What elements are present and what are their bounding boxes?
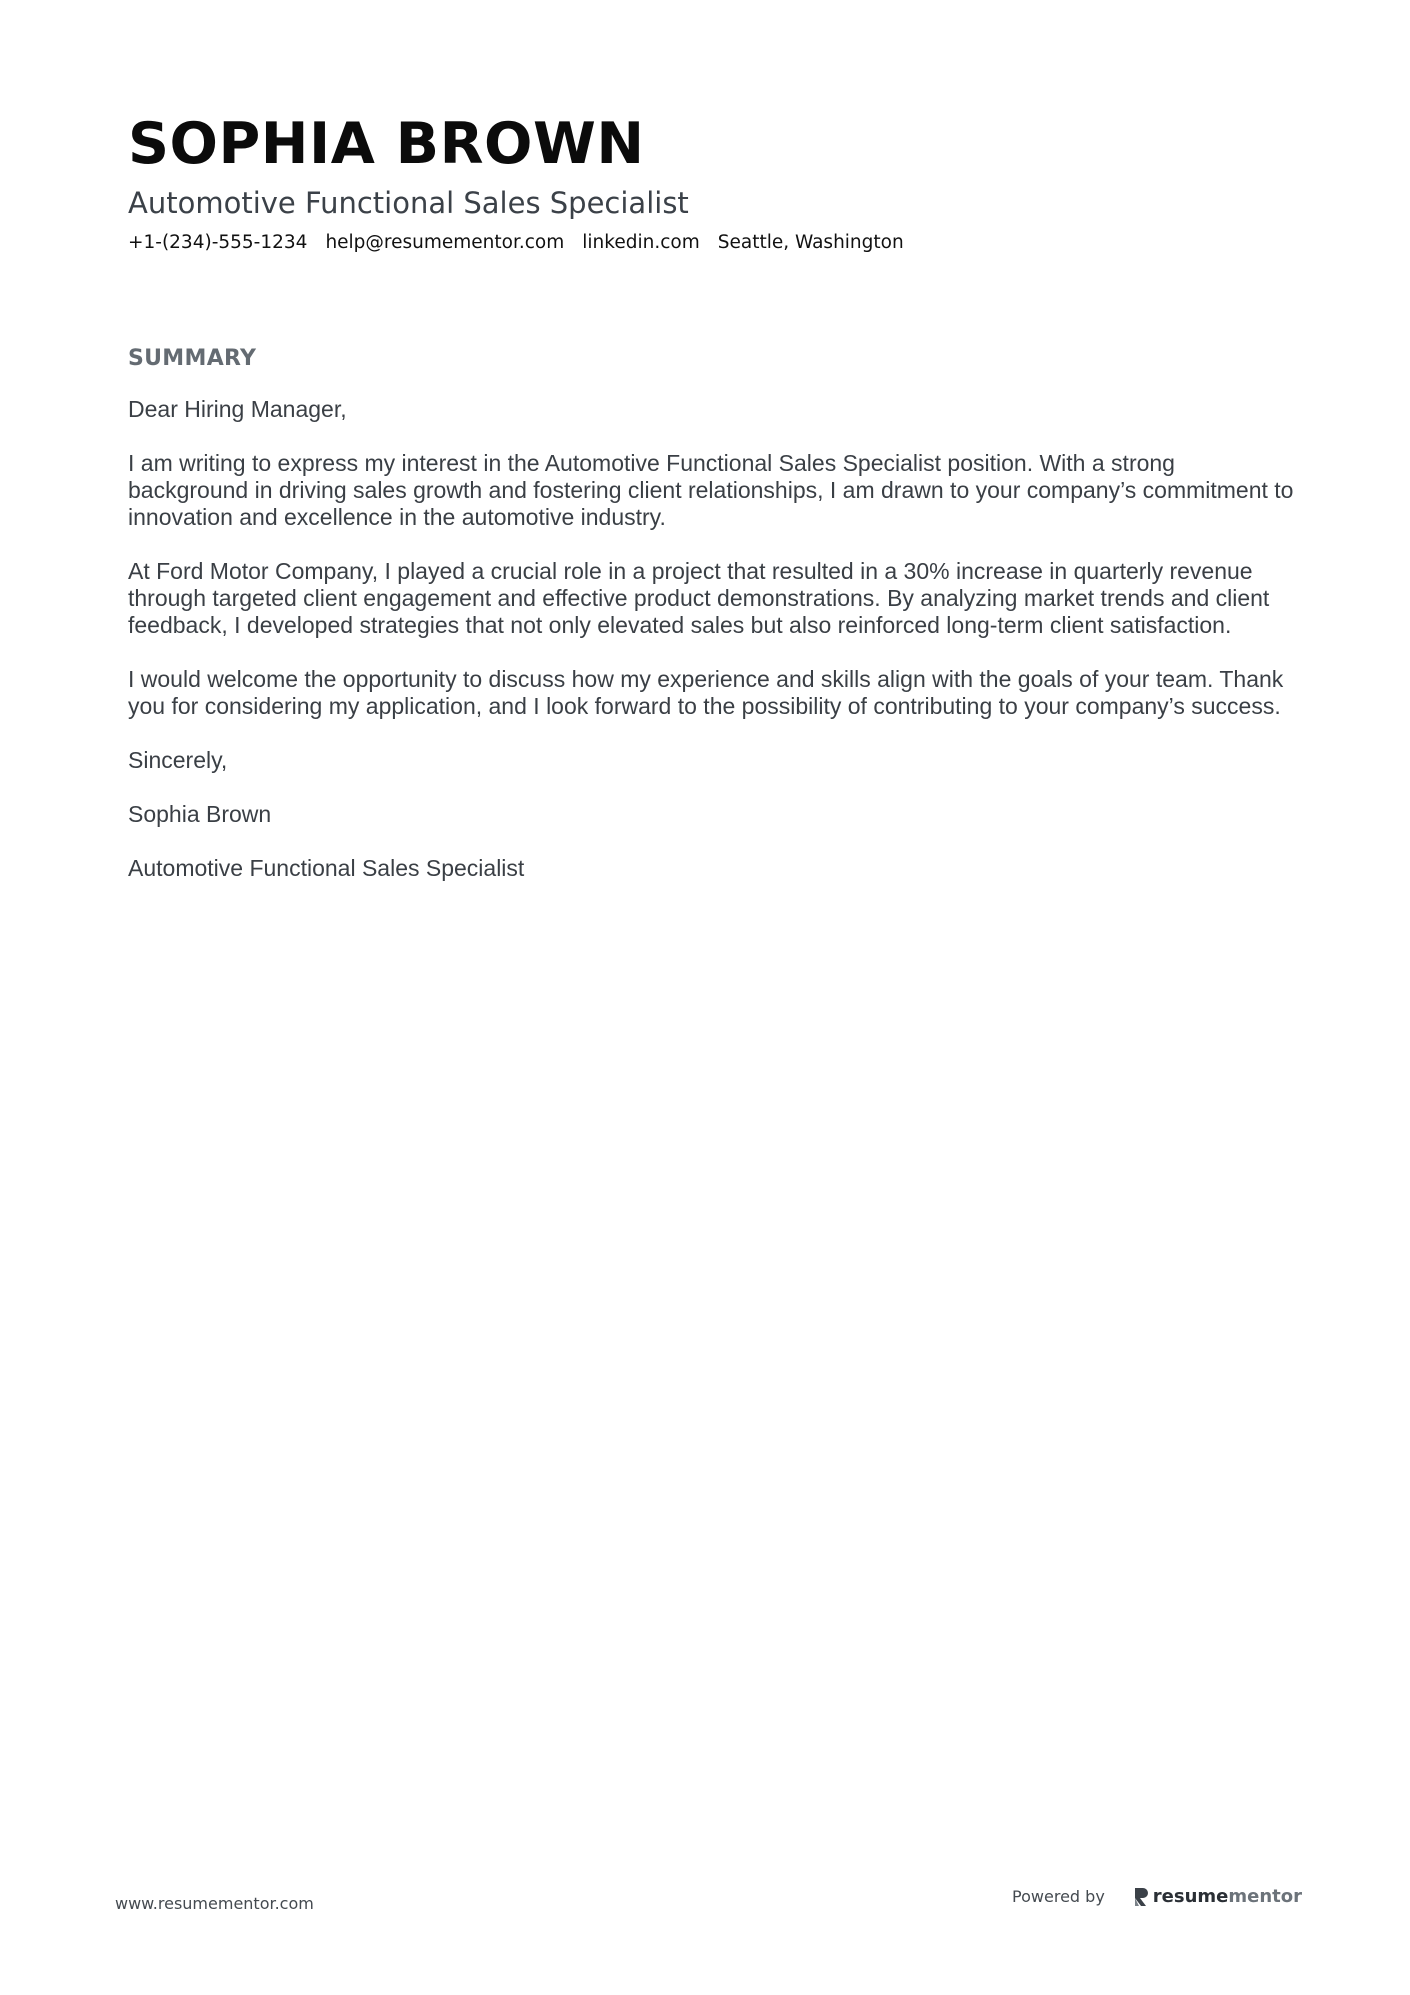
logo-text-light: mentor xyxy=(1228,1886,1302,1907)
contact-email[interactable]: help@resumementor.com xyxy=(325,232,565,253)
candidate-name: SOPHIA BROWN xyxy=(128,111,645,177)
body-paragraph: At Ford Motor Company, I played a crucial role in a project that resulted in a 30% increase in quarterly revenue through targeted client engagement and effective product demonstrations. By analyzing market trends and client feedback, I developed strategies that not only elevated sales but also reinforced long-term client satisfaction. xyxy=(128,558,1270,638)
contact-phone: +1-(234)-555-1234 xyxy=(128,232,308,253)
contact-linkedin[interactable]: linkedin.com xyxy=(582,232,700,253)
footer-website[interactable]: www.resumementor.com xyxy=(115,1894,314,1913)
contact-row xyxy=(128,232,1288,253)
job-title: Automotive Functional Sales Specialist xyxy=(128,186,689,220)
resumementor-logo-icon xyxy=(1133,1887,1149,1907)
resumementor-logo[interactable] xyxy=(1133,1886,1302,1907)
logo-text-strong: resume xyxy=(1152,1886,1229,1907)
salutation: Dear Hiring Manager, xyxy=(128,396,347,422)
closing: Sincerely, xyxy=(128,747,228,773)
section-heading: SUMMARY xyxy=(128,346,257,371)
body-paragraph: I would welcome the opportunity to discuss how my experience and skills align with the goals of your team. Thank you for considering my application, and I look forward to the possibility of contributing to your company’s success. xyxy=(128,666,1284,719)
body-paragraph: I am writing to express my interest in the Automotive Functional Sales Specialist position. With a strong background in driving sales growth and fostering client relationships, I am drawn to your company’s commitment to innovation and excellence in the automotive industry. xyxy=(128,450,1294,530)
header xyxy=(128,108,1288,253)
powered-by-label: Powered by xyxy=(1012,1887,1105,1906)
signature-title: Automotive Functional Sales Specialist xyxy=(128,855,525,881)
contact-location: Seattle, Washington xyxy=(717,232,904,253)
signature-name: Sophia Brown xyxy=(128,801,272,827)
summary-section xyxy=(128,344,1298,909)
footer-branding xyxy=(1012,1886,1302,1907)
